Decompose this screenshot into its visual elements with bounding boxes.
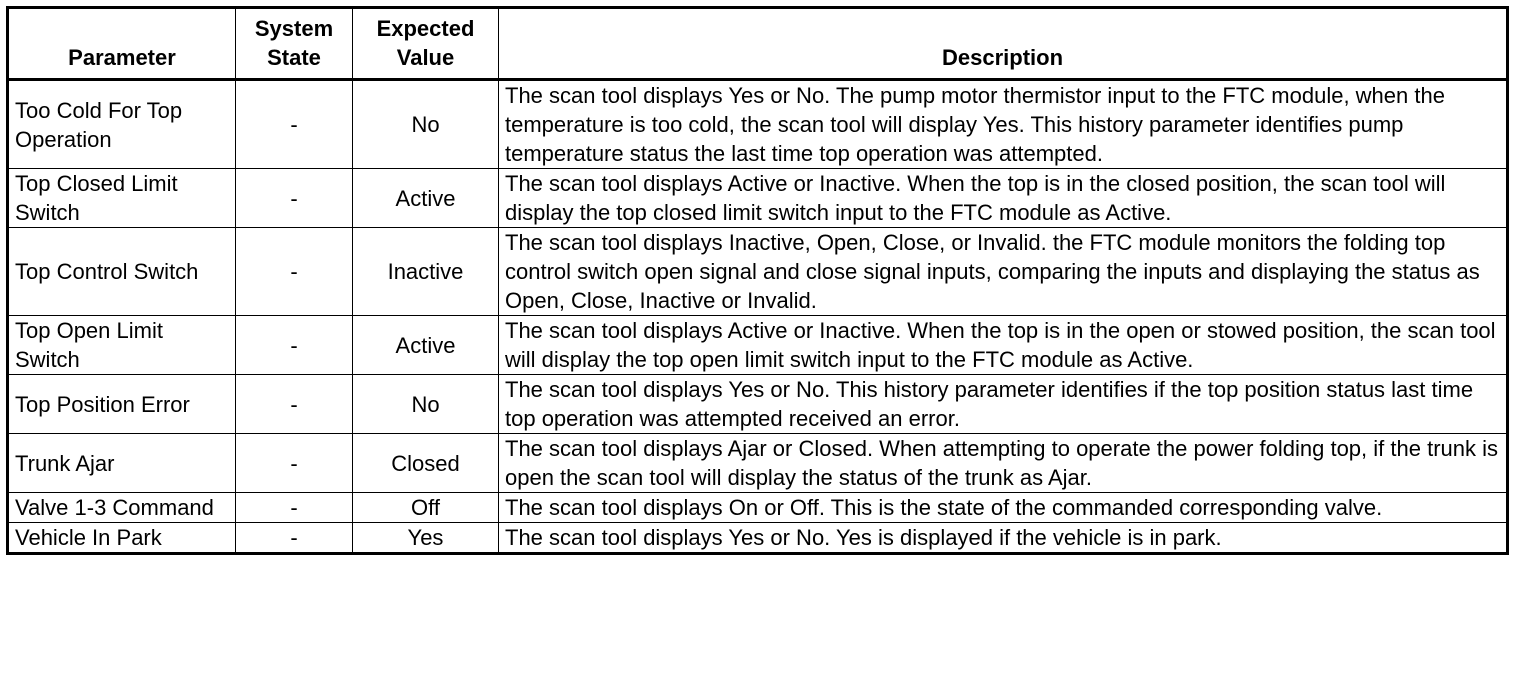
expected-value-cell: Closed	[353, 434, 499, 493]
header-description: Description	[499, 8, 1508, 80]
header-system-state: System State	[236, 8, 353, 80]
table-row	[8, 316, 1508, 375]
expected-value-cell: Active	[353, 169, 499, 228]
parameter-cell: Top Position Error	[8, 375, 236, 434]
parameter-cell: Vehicle In Park	[8, 523, 236, 554]
parameter-cell: Too Cold For Top Operation	[8, 80, 236, 169]
parameter-cell: Trunk Ajar	[8, 434, 236, 493]
system-state-cell: -	[236, 316, 353, 375]
expected-value-cell: Off	[353, 493, 499, 523]
expected-value-cell: Inactive	[353, 228, 499, 316]
parameter-cell: Top Closed Limit Switch	[8, 169, 236, 228]
expected-value-cell: Active	[353, 316, 499, 375]
expected-value-cell: No	[353, 375, 499, 434]
description-cell: The scan tool displays Active or Inactive. When the top is in the open or stowed position, the scan tool will display the top open limit switch input to the FTC module as Active.	[499, 316, 1508, 375]
expected-value-cell: No	[353, 80, 499, 169]
parameter-cell: Valve 1-3 Command	[8, 493, 236, 523]
table-row	[8, 228, 1508, 316]
table-row	[8, 523, 1508, 554]
table-row	[8, 375, 1508, 434]
header-parameter: Parameter	[8, 8, 236, 80]
description-cell: The scan tool displays Ajar or Closed. When attempting to operate the power folding top, if the trunk is open the scan tool will display the status of the trunk as Ajar.	[499, 434, 1508, 493]
parameter-cell: Top Open Limit Switch	[8, 316, 236, 375]
description-cell: The scan tool displays Yes or No. Yes is displayed if the vehicle is in park.	[499, 523, 1508, 554]
parameter-cell: Top Control Switch	[8, 228, 236, 316]
system-state-cell: -	[236, 169, 353, 228]
description-cell: The scan tool displays Active or Inactive. When the top is in the closed position, the scan tool will display the top closed limit switch input to the FTC module as Active.	[499, 169, 1508, 228]
description-cell: The scan tool displays Inactive, Open, Close, or Invalid. the FTC module monitors the folding top control switch open signal and close signal inputs, comparing the inputs and displaying the status as Open, Close, Inactive or Invalid.	[499, 228, 1508, 316]
expected-value-cell: Yes	[353, 523, 499, 554]
description-cell: The scan tool displays On or Off. This is the state of the commanded corresponding valve.	[499, 493, 1508, 523]
description-cell: The scan tool displays Yes or No. The pump motor thermistor input to the FTC module, when the temperature is too cold, the scan tool will display Yes. This history parameter identifies pump temperature status the last time top operation was attempted.	[499, 80, 1508, 169]
table-row	[8, 434, 1508, 493]
system-state-cell: -	[236, 493, 353, 523]
table-row	[8, 169, 1508, 228]
table-row	[8, 493, 1508, 523]
header-row	[8, 8, 1508, 80]
description-cell: The scan tool displays Yes or No. This history parameter identifies if the top position status last time top operation was attempted received an error.	[499, 375, 1508, 434]
system-state-cell: -	[236, 434, 353, 493]
system-state-cell: -	[236, 375, 353, 434]
system-state-cell: -	[236, 80, 353, 169]
header-expected-value: Expected Value	[353, 8, 499, 80]
parameter-table	[6, 6, 1509, 555]
system-state-cell: -	[236, 228, 353, 316]
table-row	[8, 80, 1508, 169]
system-state-cell: -	[236, 523, 353, 554]
